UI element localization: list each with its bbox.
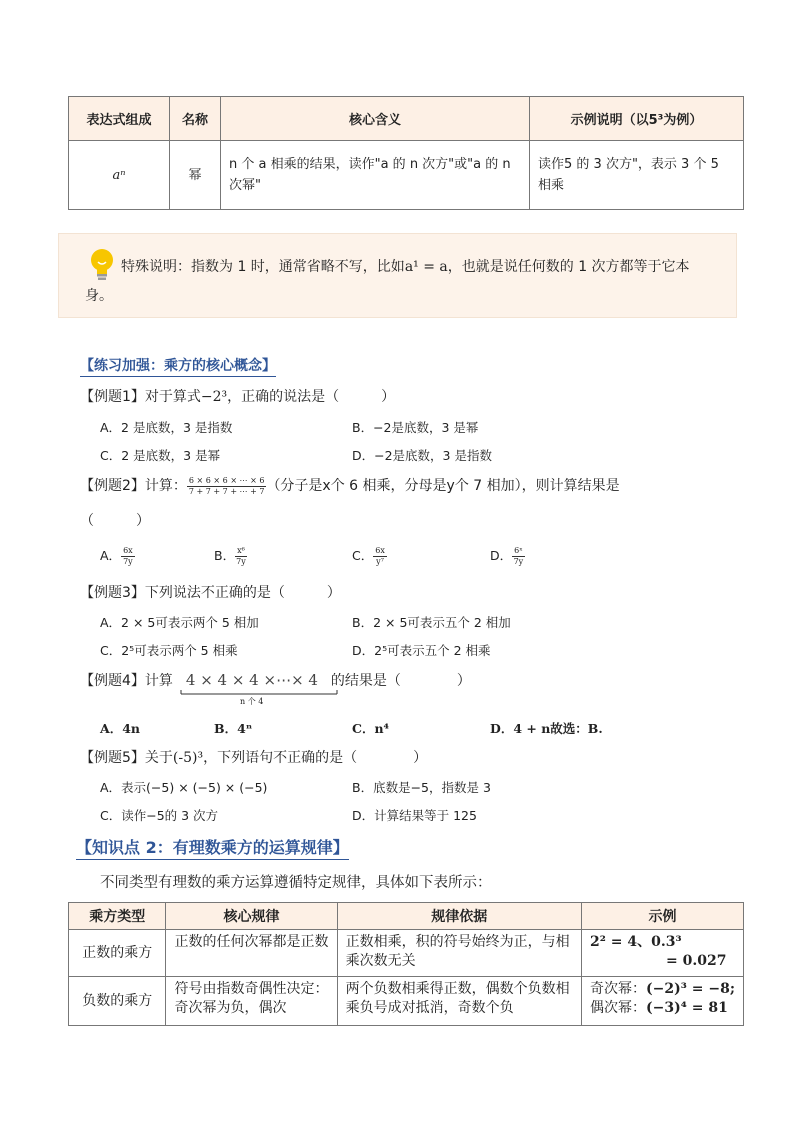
type-cell: 正数的乘方 — [69, 930, 166, 977]
fraction-denominator: 7 + 7 + 7 + ⋯ + 7 — [188, 486, 265, 496]
rule-cell: 正数的任何次幂都是正数 — [166, 930, 337, 977]
header-cell: 名称 — [170, 97, 221, 141]
example-cell — [582, 930, 744, 977]
option-d: D．4 + n故选：B. — [490, 721, 603, 736]
note-text — [85, 253, 715, 311]
special-note-box — [58, 233, 737, 318]
fraction — [235, 546, 247, 567]
option-a: A．表示(−5) × (−5) × (−5) — [100, 780, 268, 795]
stem-text: （分子是x个 6 相乘，分母是y个 7 相加），则计算结果是 — [266, 478, 620, 494]
header-cell: 表达式组成 — [69, 97, 170, 141]
example-2-blank: （ ） — [80, 513, 150, 529]
stem-text: ，正确的说法是（ ） — [227, 389, 396, 405]
option-a — [100, 546, 135, 567]
header-cell: 示例 — [582, 903, 744, 930]
name-cell: 幂 — [170, 141, 221, 210]
header-cell: 核心含义 — [221, 97, 530, 141]
stem-text: 计算： — [144, 478, 187, 494]
option-d: D．−2是底数，3 是指数 — [352, 448, 492, 463]
option-letter: C． — [352, 548, 374, 563]
option-letter: A． — [100, 548, 122, 563]
knowledge-point-2-intro: 不同类型有理数的乘方运算遵循特定规律，具体如下表所示： — [100, 875, 492, 891]
header-cell: 乘方类型 — [69, 903, 166, 930]
option-d: D．计算结果等于 125 — [352, 808, 477, 823]
fraction — [121, 546, 135, 567]
header-cell: 规律依据 — [337, 903, 581, 930]
example-line — [590, 980, 735, 999]
option-b: B．底数是−5，指数是 3 — [352, 780, 491, 795]
knowledge-point-2-title: 【知识点 2：有理数乘方的运算规律】 — [76, 835, 349, 860]
fraction-numerator: 6 × 6 × 6 × ⋯ × 6 — [188, 475, 265, 485]
example-label: 偶次幂： — [590, 1000, 647, 1016]
option-letter: D． — [490, 548, 513, 563]
math-expr: (-5)³ — [172, 750, 204, 766]
table-header-row — [69, 97, 744, 141]
table-row — [69, 141, 744, 210]
fraction-denominator: 7y — [123, 557, 133, 566]
rules-table — [68, 902, 744, 1026]
math-expr: (−3)⁴ = 81 — [646, 1000, 728, 1016]
rule-cell: 符号由指数奇偶性决定：奇次幂为负，偶次 — [166, 977, 337, 1026]
fraction — [373, 546, 387, 567]
example-line: = 0.027 — [666, 953, 727, 969]
fraction-numerator: x⁶ — [237, 546, 245, 555]
option-c — [352, 546, 387, 567]
fraction — [512, 546, 524, 567]
stem-text: 的结果是（ ） — [330, 673, 471, 689]
stem-text: 关于 — [144, 750, 173, 766]
option-c: C．2⁵可表示两个 5 相乘 — [100, 643, 238, 658]
example-line: 2² = 4、0.3³ — [590, 934, 682, 950]
option-a: A．2 是底数，3 是指数 — [100, 420, 233, 435]
basis-cell: 正数相乘，积的符号始终为正，与相乘次数无关 — [337, 930, 581, 977]
fraction-numerator: 6ˣ — [514, 546, 523, 555]
stem-text: 下列说法不正确的是（ ） — [144, 585, 341, 601]
option-letter: B． — [214, 548, 236, 563]
example-cell: 读作5 的 3 次方"，表示 3 个 5 相乘 — [530, 141, 744, 210]
note-text-b: ，也就是说任何数的 1 次方都等于它本身。 — [85, 259, 690, 304]
practice-section-title: 【练习加强：乘方的核心概念】 — [80, 355, 276, 377]
fraction-denominator: 7y — [513, 557, 524, 566]
header-cell: 示例说明（以5³为例） — [530, 97, 744, 141]
option-a: A．2 × 5可表示两个 5 相加 — [100, 615, 259, 630]
note-formula: a¹ = a — [404, 259, 448, 275]
expr-cell: aⁿ — [69, 141, 170, 210]
example-label: 【例题5】 — [80, 750, 145, 766]
table-header-row — [69, 903, 744, 930]
fraction — [187, 476, 267, 497]
table-row — [69, 930, 744, 977]
example-label: 【例题3】 — [80, 585, 145, 601]
fraction-denominator: 7y — [236, 557, 246, 566]
example-1-stem — [80, 386, 395, 406]
example-3-stem — [80, 582, 341, 602]
option-c: C．n⁴ — [352, 721, 390, 736]
example-2-stem — [80, 475, 620, 497]
fraction-numerator: 6x — [123, 546, 133, 555]
example-label: 【例题1】 — [80, 389, 145, 405]
fraction-denominator: y⁷ — [376, 557, 384, 566]
example-label: 奇次幂： — [590, 981, 647, 997]
example-4-stem — [80, 670, 471, 690]
example-5-stem — [80, 747, 427, 767]
option-c: C．读作−5的 3 次方 — [100, 808, 219, 823]
example-label: 【例题4】 — [80, 673, 145, 689]
option-c: C．2 是底数，3 是幂 — [100, 448, 221, 463]
definition-table — [68, 96, 744, 210]
option-b — [214, 546, 247, 567]
example-line — [590, 999, 735, 1018]
underbrace-label: n 个 4 — [240, 697, 264, 706]
option-a: A．4n — [100, 721, 140, 736]
meaning-cell: n 个 a 相乘的结果，读作"a 的 n 次方"或"a 的 n 次幂" — [221, 141, 530, 210]
option-d — [490, 546, 525, 567]
example-cell — [582, 977, 744, 1026]
stem-text: ，下列语句不正确的是（ ） — [203, 750, 428, 766]
example-label: 【例题2】 — [80, 478, 145, 494]
option-b: B．−2是底数，3 是幂 — [352, 420, 479, 435]
option-b: B．4ⁿ — [214, 721, 253, 736]
fraction-numerator: 6x — [375, 546, 385, 555]
table-row — [69, 977, 744, 1026]
stem-text: 计算 — [144, 673, 173, 689]
option-b: B．2 × 5可表示五个 2 相加 — [352, 615, 511, 630]
math-expr: (−2)³ = −8; — [646, 981, 735, 997]
type-cell: 负数的乘方 — [69, 977, 166, 1026]
stem-text: 对于算式 — [144, 389, 201, 405]
header-cell: 核心规律 — [166, 903, 337, 930]
basis-cell: 两个负数相乘得正数，偶数个负数相乘负号成对抵消，奇数个负 — [337, 977, 581, 1026]
math-expr: 4 × 4 × 4 ×⋯× 4 — [185, 671, 318, 689]
math-expr: −2³ — [200, 389, 228, 405]
note-text-a: 特殊说明：指数为 1 时，通常省略不写，比如 — [121, 259, 405, 275]
option-d: D．2⁵可表示五个 2 相乘 — [352, 643, 491, 658]
